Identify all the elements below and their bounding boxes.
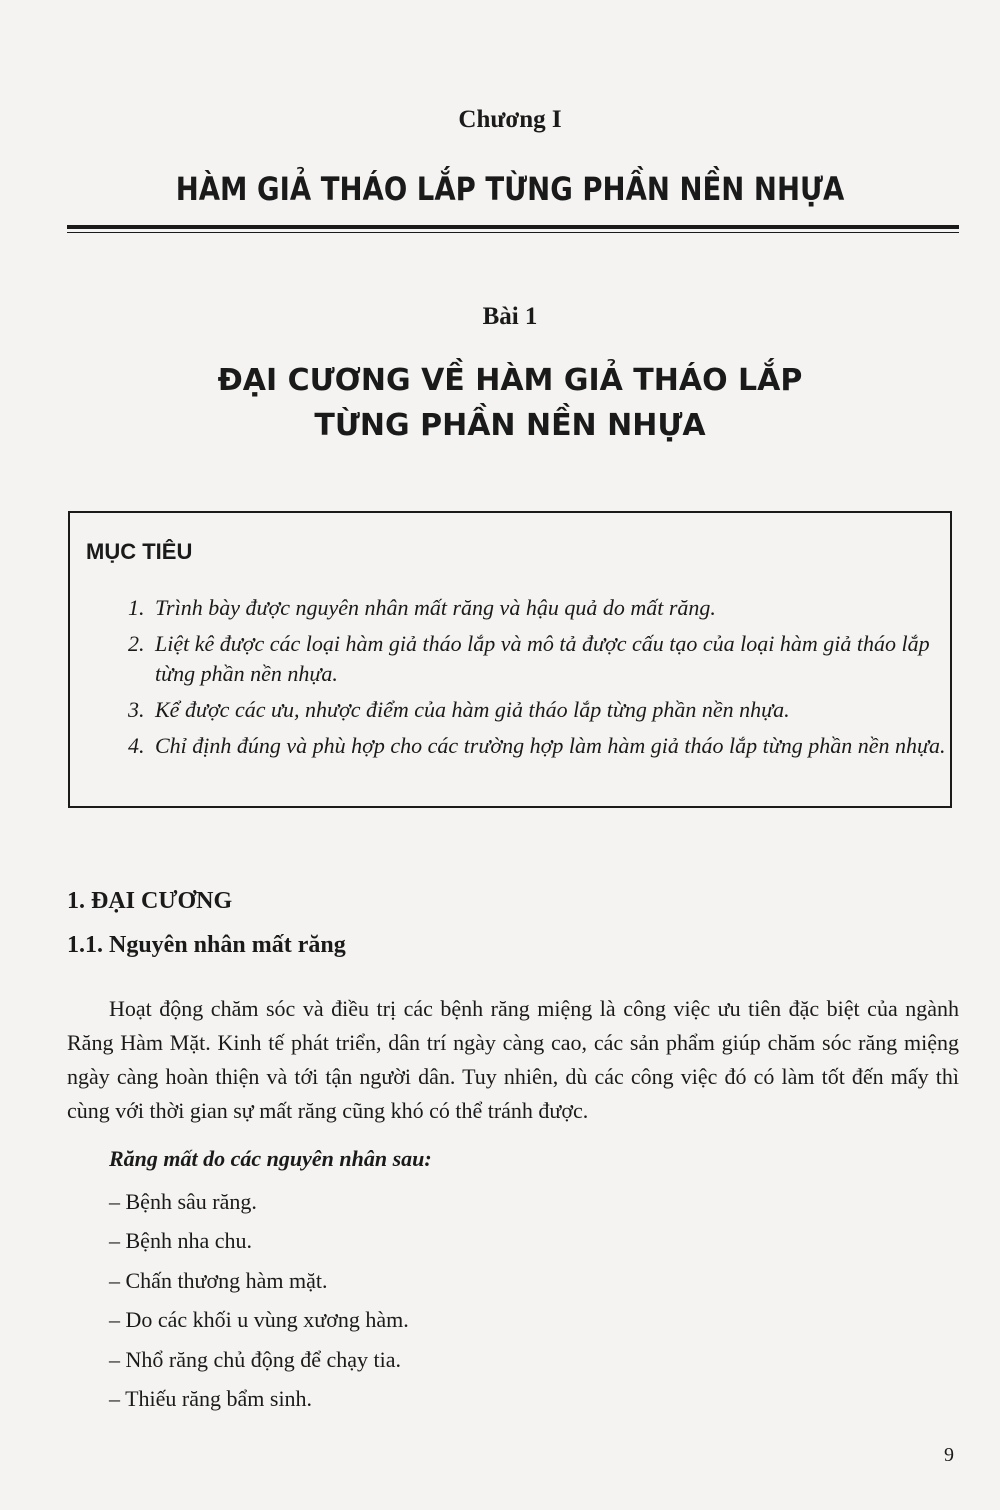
body-paragraph: Hoạt động chăm sóc và điều trị các bệnh răng miệng là công việc ưu tiên đặc biệt của ngành Răng Hàm Mặt. Kinh tế phát triển, dân trí ngày càng cao, các sản phẩm giúp chăm sóc răng miệng ngày càng hoàn thiện và tới tận người dân. Tuy nhiên, dù các công việc đó có làm tốt đến mấy thì cùng với thời gian sự mất răng cũng khó có thể tránh được. <box>67 996 959 1123</box>
objective-number: 3. <box>128 697 145 722</box>
cause-item: – Thiếu răng bẩm sinh. <box>109 1386 313 1412</box>
objective-number: 4. <box>128 733 145 758</box>
objective-item <box>128 593 948 623</box>
cause-item: – Chấn thương hàm mặt. <box>109 1267 328 1293</box>
cause-item: – Bệnh nha chu. <box>109 1228 252 1254</box>
objective-item <box>128 731 948 761</box>
objectives-heading: MỤC TIÊU <box>86 539 193 564</box>
lesson-label: Bài 1 <box>482 303 538 330</box>
objective-text: Trình bày được nguyên nhân mất răng và hậu quả do mất răng. <box>155 595 716 620</box>
objectives-box <box>68 511 952 808</box>
cause-item: – Bệnh sâu răng. <box>109 1189 257 1214</box>
causes-heading: Răng mất do các nguyên nhân sau: <box>109 1146 432 1171</box>
cause-item: – Do các khối u vùng xương hàm. <box>109 1307 409 1333</box>
objective-text: Liệt kê được các loại hàm giả tháo lắp và mô tả được cấu tạo của loại hàm giả tháo lắp từng phần nền nhựa. <box>155 631 930 686</box>
objective-text: Kể được các ưu, nhược điểm của hàm giả tháo lắp từng phần nền nhựa. <box>155 697 790 722</box>
lesson-title-line-2: TỪNG PHẦN NỀN NHỰA <box>314 408 706 443</box>
objective-number: 1. <box>128 595 145 620</box>
chapter-rule-thin <box>67 232 959 233</box>
lesson-title-line-1: ĐẠI CƯƠNG VỀ HÀM GIẢ THÁO LẮP <box>217 363 803 398</box>
objective-item <box>128 629 948 689</box>
lesson-title <box>0 358 1000 448</box>
subsection-heading: 1.1. Nguyên nhân mất răng <box>67 932 346 958</box>
causes-list <box>109 1182 409 1418</box>
page-number: 9 <box>944 1444 954 1466</box>
cause-item: – Nhổ răng chủ động để chạy tia. <box>109 1346 402 1372</box>
objective-number: 2. <box>128 631 145 656</box>
section-heading: 1. ĐẠI CƯƠNG <box>67 888 233 914</box>
chapter-title: HÀM GIẢ THÁO LẮP TỪNG PHẦN NỀN NHỰA <box>175 170 845 208</box>
objectives-list <box>128 593 948 767</box>
chapter-rule-thick <box>67 225 959 229</box>
chapter-label: Chương I <box>458 106 562 133</box>
objective-text: Chỉ định đúng và phù hợp cho các trường hợp làm hàm giả tháo lắp từng phần nền nhựa. <box>155 733 946 758</box>
objective-item <box>128 695 948 725</box>
